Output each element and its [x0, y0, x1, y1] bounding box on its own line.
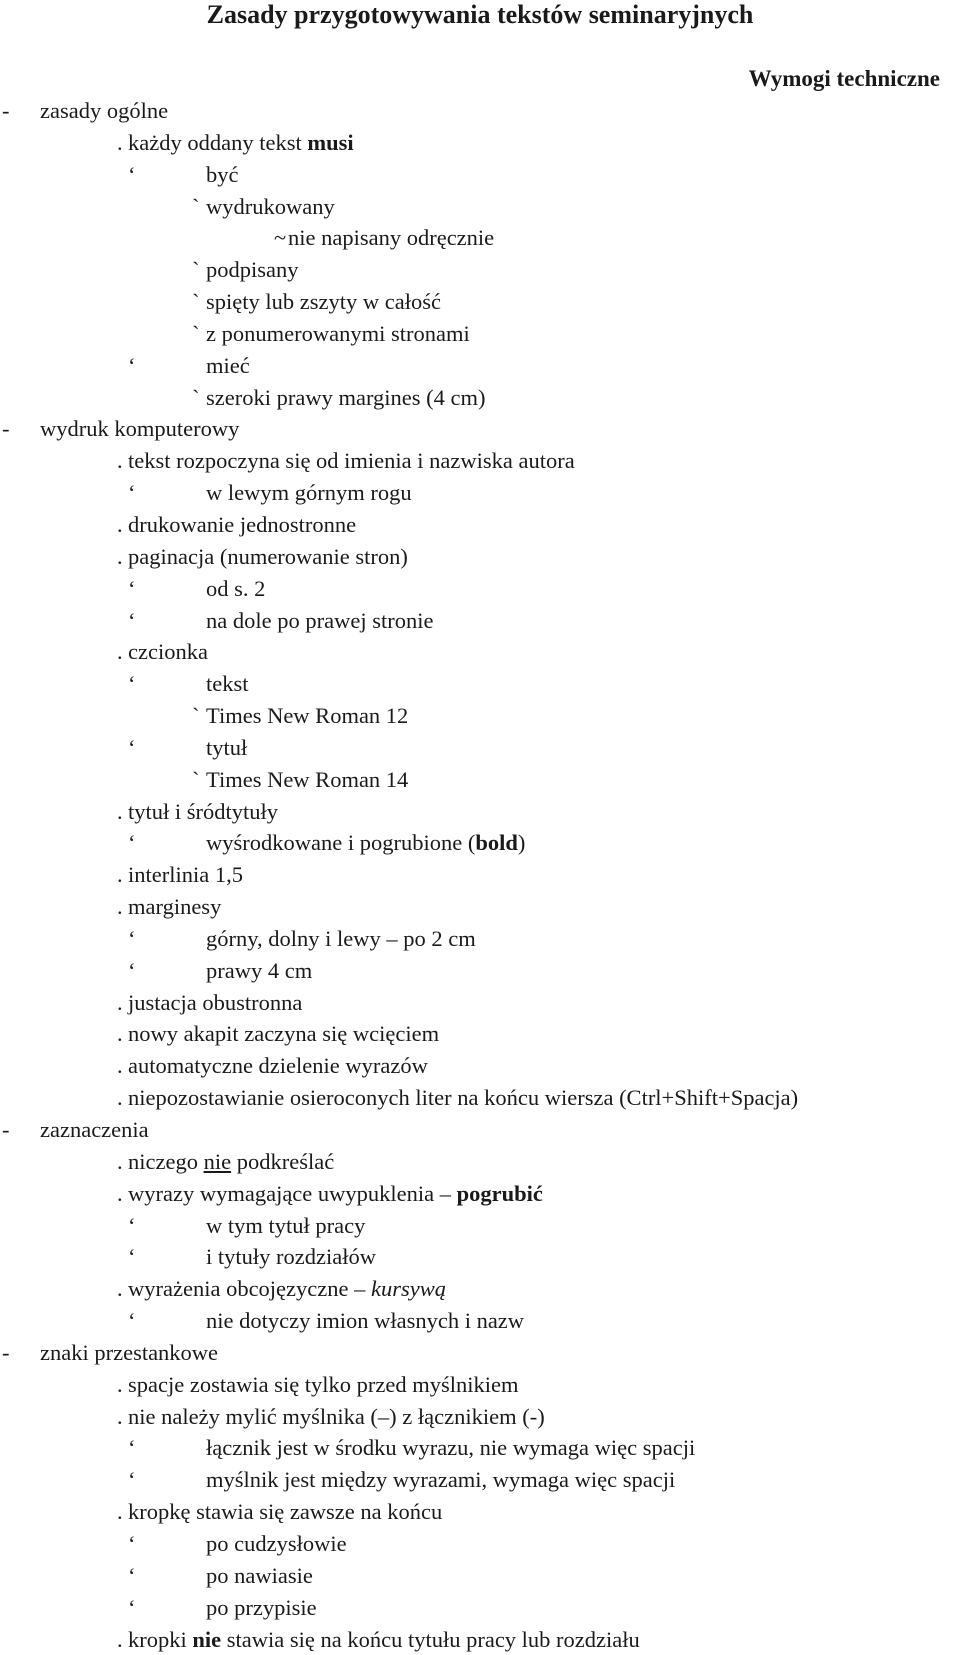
outline-item	[0, 987, 960, 1019]
text-segment: zaznaczenia	[40, 1117, 149, 1142]
outline-text	[128, 1178, 543, 1210]
outline-item	[0, 541, 960, 573]
outline-item	[0, 318, 960, 350]
outline-text	[40, 1114, 149, 1146]
text-segment: wyrażenia obcojęzyczne –	[128, 1276, 371, 1302]
underlined-text: nie	[203, 1148, 232, 1174]
outline-item	[0, 1337, 960, 1369]
outline-item	[0, 891, 960, 923]
document-outline	[0, 95, 960, 1655]
text-segment: w lewym górnym rogu	[206, 480, 412, 506]
outline-item	[0, 286, 960, 318]
text-segment: prawy 4 cm	[206, 957, 313, 983]
bold-text: nie	[192, 1626, 222, 1652]
outline-item	[0, 827, 960, 859]
bullet-marker: ‘	[128, 575, 136, 601]
outline-text	[128, 1401, 545, 1433]
text-segment: górny, dolny i lewy – po 2 cm	[206, 925, 476, 951]
outline-text	[128, 1146, 334, 1178]
outline-item	[0, 1082, 960, 1114]
text-segment: wyśrodkowane i pogrubione (	[206, 830, 476, 856]
bullet-marker: .	[117, 1499, 123, 1525]
text-segment: wyrazy wymagające uwypuklenia –	[128, 1180, 457, 1206]
text-segment: interlinia 1,5	[128, 862, 243, 888]
outline-item	[0, 1178, 960, 1210]
bold-text: musi	[307, 129, 354, 155]
text-segment: podpisany	[206, 257, 299, 283]
text-segment: po cudzysłowie	[206, 1530, 347, 1556]
text-segment: paginacja (numerowanie stron)	[128, 543, 408, 569]
bullet-marker: .	[117, 1403, 123, 1429]
text-segment: zasady ogólne	[40, 98, 169, 123]
text-segment: nie dotyczy imion własnych i nazw	[206, 1308, 525, 1334]
outline-text	[128, 859, 243, 891]
outline-text	[206, 573, 265, 605]
text-segment: każdy oddany tekst	[128, 129, 308, 155]
outline-item	[0, 732, 960, 764]
outline-text	[206, 477, 412, 509]
bullet-marker: ‘	[128, 1244, 136, 1270]
text-segment: drukowanie jednostronne	[128, 511, 357, 537]
outline-text	[128, 1273, 446, 1305]
outline-item	[0, 95, 960, 127]
text-segment: niczego	[128, 1148, 204, 1174]
bullet-marker: ‘	[128, 830, 136, 856]
outline-item	[0, 955, 960, 987]
text-segment: wydrukowany	[206, 193, 335, 219]
outline-item	[0, 1401, 960, 1433]
bullet-marker: ‘	[128, 957, 136, 983]
text-segment: łącznik jest w środku wyrazu, nie wymaga więc spacji	[206, 1435, 696, 1461]
text-segment: Times New Roman 14	[206, 766, 409, 792]
outline-text	[128, 509, 356, 541]
page-title: Zasady przygotowywania tekstów seminaryjnych	[206, 0, 754, 29]
outline-item	[0, 1464, 960, 1496]
outline-text	[40, 1337, 218, 1369]
outline-text	[128, 891, 221, 923]
outline-text	[206, 1432, 695, 1464]
outline-item	[0, 923, 960, 955]
bullet-marker: .	[117, 1148, 123, 1174]
bullet-marker: ‘	[128, 1562, 136, 1588]
text-segment: kropkę stawia się zawsze na końcu	[128, 1499, 443, 1525]
outline-text	[206, 827, 525, 859]
outline-text	[206, 732, 247, 764]
outline-item	[0, 1432, 960, 1464]
text-segment: nie napisany odręcznie	[288, 225, 495, 251]
outline-item	[0, 1210, 960, 1242]
section-heading: Wymogi techniczne	[748, 66, 940, 91]
text-segment: tytuł	[206, 734, 248, 760]
bullet-marker: ‘	[128, 607, 136, 633]
text-segment: szeroki prawy margines (4 cm)	[206, 384, 486, 410]
text-segment: nie należy mylić myślnika (–) z łącznikiem (-)	[128, 1403, 545, 1429]
bullet-marker: .	[117, 1180, 123, 1206]
text-segment: po przypisie	[206, 1594, 317, 1620]
text-segment: niepozostawianie osieroconych liter na końcu wiersza (Ctrl+Shift+Spacja)	[128, 1085, 799, 1111]
bullet-marker: `	[192, 289, 200, 315]
text-segment: mieć	[206, 352, 250, 378]
outline-item	[0, 1114, 960, 1146]
text-segment: tytuł i śródtytuły	[128, 798, 279, 824]
text-segment: automatyczne dzielenie wyrazów	[128, 1053, 428, 1079]
outline-text	[206, 955, 312, 987]
bullet-marker: -	[2, 1339, 10, 1365]
text-segment: wydruk komputerowy	[40, 416, 240, 442]
outline-item	[0, 605, 960, 637]
text-segment: być	[206, 161, 239, 187]
outline-item	[0, 1146, 960, 1178]
outline-text	[206, 1305, 524, 1337]
outline-text	[206, 382, 486, 414]
bullet-marker: ‘	[128, 1435, 136, 1461]
text-segment: po nawiasie	[206, 1562, 313, 1588]
text-segment: w tym tytuł pracy	[206, 1212, 366, 1238]
text-segment: na dole po prawej stronie	[206, 607, 434, 633]
outline-text	[128, 1496, 442, 1528]
bullet-marker: .	[117, 1053, 123, 1079]
bullet-marker: `	[192, 384, 200, 410]
outline-item	[0, 700, 960, 732]
outline-item	[0, 127, 960, 159]
bullet-marker: .	[117, 894, 123, 920]
text-segment: Times New Roman 12	[206, 703, 409, 729]
outline-text	[128, 445, 575, 477]
bold-text: bold	[475, 830, 518, 856]
outline-text	[206, 668, 249, 700]
text-segment: nowy akapit zaczyna się wcięciem	[128, 1021, 440, 1047]
bullet-marker: .	[117, 1276, 123, 1302]
bold-text: pogrubić	[456, 1180, 543, 1206]
text-segment: i tytuły rozdziałów	[206, 1244, 376, 1270]
outline-item	[0, 413, 960, 445]
text-segment: tekst rozpoczyna się od imienia i nazwiska autora	[128, 448, 575, 474]
outline-text	[206, 1592, 317, 1624]
outline-text	[206, 1464, 675, 1496]
text-segment: od s. 2	[206, 575, 266, 601]
bullet-marker: ‘	[128, 671, 136, 697]
bullet-marker: ‘	[128, 1530, 136, 1556]
bullet-marker: ‘	[128, 1212, 136, 1238]
outline-text	[128, 127, 354, 159]
bullet-marker: ‘	[128, 161, 136, 187]
bullet-marker: .	[117, 1085, 123, 1111]
outline-text	[206, 350, 250, 382]
outline-item	[0, 1273, 960, 1305]
bullet-marker: .	[117, 862, 123, 888]
bullet-marker: -	[2, 1117, 10, 1142]
outline-text	[128, 796, 278, 828]
outline-text	[206, 191, 335, 223]
outline-text	[128, 1018, 439, 1050]
outline-text	[206, 1241, 376, 1273]
outline-text	[40, 95, 168, 127]
outline-text	[128, 1050, 428, 1082]
bullet-marker: ‘	[128, 480, 136, 506]
outline-item	[0, 636, 960, 668]
bullet-marker: ‘	[128, 1594, 136, 1620]
text-segment: podkreślać	[231, 1148, 335, 1174]
outline-item	[0, 668, 960, 700]
bullet-marker: .	[117, 1626, 123, 1652]
text-segment: )	[517, 830, 526, 856]
outline-text	[128, 1082, 798, 1114]
outline-text	[206, 159, 239, 191]
outline-item	[0, 222, 960, 254]
bullet-marker: .	[117, 1371, 123, 1397]
outline-item	[0, 445, 960, 477]
bullet-marker: .	[117, 129, 123, 155]
outline-item	[0, 382, 960, 414]
outline-item	[0, 1592, 960, 1624]
outline-text	[206, 923, 476, 955]
outline-item	[0, 191, 960, 223]
outline-text	[128, 1369, 519, 1401]
bullet-marker: .	[117, 639, 123, 665]
text-segment: spacje zostawia się tylko przed myślnikiem	[128, 1371, 519, 1397]
text-segment: justacja obustronna	[128, 989, 303, 1015]
text-segment: znaki przestankowe	[40, 1339, 219, 1365]
outline-text	[128, 636, 208, 668]
outline-text	[288, 222, 494, 254]
text-segment: kropki	[128, 1626, 193, 1652]
outline-text	[206, 1560, 313, 1592]
outline-item	[0, 859, 960, 891]
bullet-marker: .	[117, 798, 123, 824]
text-segment: tekst	[206, 671, 249, 697]
outline-item	[0, 1369, 960, 1401]
text-segment: czcionka	[128, 639, 208, 665]
outline-item	[0, 1305, 960, 1337]
text-segment: stawia się na końcu tytułu pracy lub rozdziału	[221, 1626, 640, 1652]
outline-item	[0, 1018, 960, 1050]
outline-item	[0, 254, 960, 286]
outline-item	[0, 1528, 960, 1560]
outline-item	[0, 477, 960, 509]
outline-item	[0, 1560, 960, 1592]
bullet-marker: ~	[274, 225, 287, 251]
outline-item	[0, 573, 960, 605]
outline-item	[0, 1241, 960, 1273]
text-segment: marginesy	[128, 894, 222, 920]
bullet-marker: `	[192, 320, 200, 346]
bullet-marker: `	[192, 766, 200, 792]
outline-text	[128, 987, 302, 1019]
bullet-marker: -	[2, 98, 10, 123]
bullet-marker: `	[192, 257, 200, 283]
bullet-marker: ‘	[128, 352, 136, 378]
bullet-marker: .	[117, 543, 123, 569]
outline-text	[128, 541, 408, 573]
outline-text	[40, 413, 239, 445]
outline-text	[206, 605, 433, 637]
bullet-marker: .	[117, 1021, 123, 1047]
bullet-marker: -	[2, 416, 10, 442]
bullet-marker: ‘	[128, 925, 136, 951]
bullet-marker: ‘	[128, 734, 136, 760]
outline-item	[0, 764, 960, 796]
outline-text	[206, 1528, 347, 1560]
outline-item	[0, 159, 960, 191]
outline-text	[206, 1210, 365, 1242]
bullet-marker: `	[192, 703, 200, 729]
outline-text	[206, 764, 408, 796]
outline-text	[206, 318, 470, 350]
outline-item	[0, 1050, 960, 1082]
text-segment: myślnik jest między wyrazami, wymaga więc spacji	[206, 1467, 676, 1493]
bullet-marker: `	[192, 193, 200, 219]
text-segment: z ponumerowanymi stronami	[206, 320, 470, 346]
bullet-marker: ‘	[128, 1467, 136, 1493]
outline-item	[0, 350, 960, 382]
bullet-marker: .	[117, 989, 123, 1015]
outline-text	[128, 1624, 640, 1655]
outline-text	[206, 286, 441, 318]
outline-item	[0, 796, 960, 828]
outline-item	[0, 509, 960, 541]
outline-item	[0, 1624, 960, 1655]
outline-text	[206, 254, 299, 286]
text-segment: spięty lub zszyty w całość	[206, 289, 441, 315]
bullet-marker: .	[117, 448, 123, 474]
outline-text	[206, 700, 408, 732]
bullet-marker: ‘	[128, 1308, 136, 1334]
bullet-marker: .	[117, 511, 123, 537]
italic-text: kursywą	[371, 1276, 446, 1302]
outline-item	[0, 1496, 960, 1528]
